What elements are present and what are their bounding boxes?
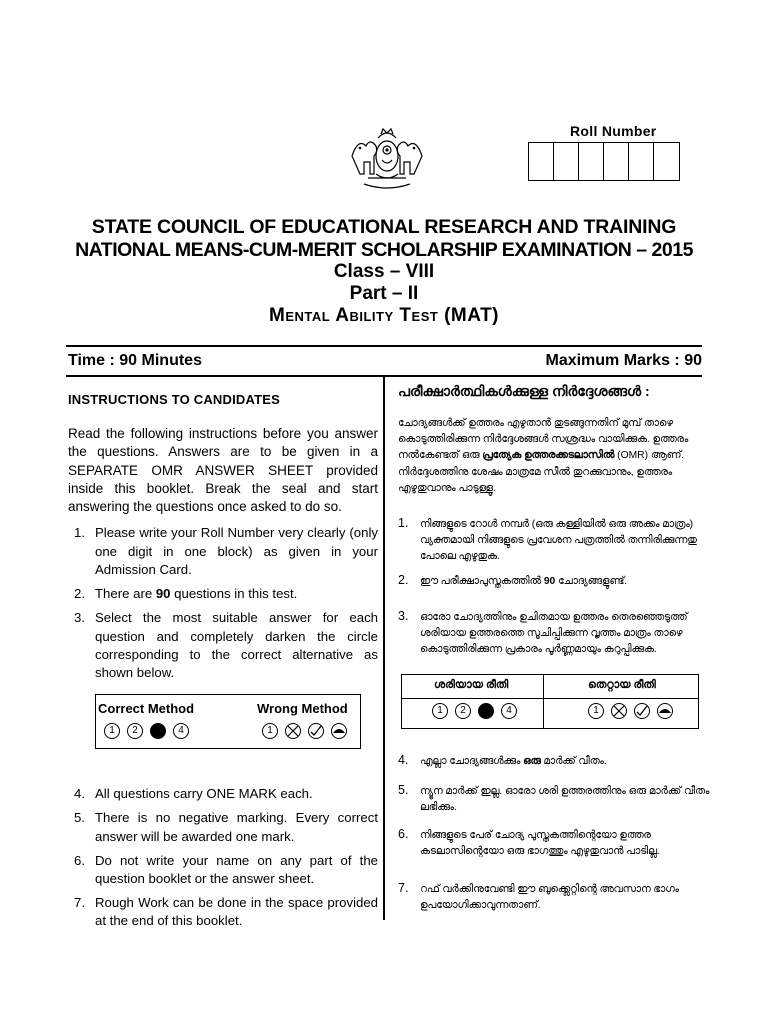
instruction-item: 1. Please write your Roll Number very clearly (only one digit in one block) as given in your Admission Card. (74, 525, 378, 577)
malayalam-instructions (398, 383, 710, 497)
option-bubble: 4 (173, 723, 189, 739)
crossed-bubble (285, 723, 301, 739)
instructions-intro: Read the following instructions before you answer the questions. Answers are to be given in a SEPARATE OMR ANSWER SHEET provided inside this booklet. Break the seal and start answering the questions once asked to do so. (68, 426, 378, 515)
instruction-item: 5. There is no negative marking. Every correct answer will be awarded one mark. (74, 810, 378, 844)
option-bubble: 2 (127, 723, 143, 739)
roll-number-digit-box[interactable] (654, 143, 679, 180)
option-bubble: 4 (501, 703, 517, 719)
malayalam-instructions-heading: പരീക്ഷാർത്ഥികൾക്കുള്ള നിർദ്ദേശങ്ങൾ : (398, 383, 650, 399)
malayalam-instruction-item: 5. ന്യൂന മാർക്ക് ഇല്ല. ഓരോ ശരി ഉത്തരത്തിനും ഒരു മാർക്ക് വീതം ലഭിക്കും. (398, 783, 710, 813)
malayalam-instruction-item: 6. നിങ്ങളുടെ പേര് ചോദ്യ പുസ്തകത്തിന്റെയോ ഉത്തര കടലാസിന്റെയോ ഒരു ഭാഗത്തും എഴുതുവാൻ പാടില്ല. (398, 827, 660, 857)
malayalam-instruction-item: 4. എല്ലാ ചോദ്യങ്ങൾക്കും ഒരു മാർക്ക് വീതം. (398, 753, 607, 767)
state-emblem-icon (346, 126, 428, 192)
filled-bubble (478, 703, 494, 719)
malayalam-instruction-item: 1. നിങ്ങളുടെ റോൾ നമ്പർ (ഒരു കള്ളിയിൽ ഒരു അക്കം മാത്രം) വ്യക്തമായി നിങ്ങളുടെ പ്രവേശന പത്രത്തിൽ തന്നിരിക്കുന്നതു പോലെ എഴുതുക. (398, 516, 697, 562)
wrong-method-label-ml: തെറ്റായ രീതി (588, 679, 656, 691)
malayalam-instruction-item: 2. ഈ പരീക്ഷാപുസ്തകത്തിൽ 90 ചോദ്യങ്ങളുണ്ട്. (398, 573, 628, 587)
ticked-bubble (634, 703, 650, 719)
roll-number-digit-box[interactable] (554, 143, 579, 180)
answer-method-example (95, 694, 361, 749)
roll-number-digit-box[interactable] (604, 143, 629, 180)
half-filled-bubble (331, 723, 347, 739)
malayalam-instruction-item: 3. ഓരോ ചോദ്യത്തിനും ഉചിതമായ ഉത്തരം തെരഞ്ഞെടുത്ത് ശരിയായ ഉത്തരത്തെ സൂചിപ്പിക്കുന്ന വൃത്തം മാത്രം താഴെ കൊടുത്തിരിക്കുന്ന പ്രകാരം പൂർണ്ണമായും കറുപ്പിക്കുക. (398, 609, 688, 655)
column-divider (383, 375, 385, 920)
instructions-heading: INSTRUCTIONS TO CANDIDATES (68, 392, 281, 407)
option-bubble: 1 (588, 703, 604, 719)
maximum-marks: Maximum Marks : 90 (545, 352, 702, 369)
wrong-method-label: Wrong Method (257, 701, 348, 716)
class-title: Class – VIII (333, 261, 435, 282)
option-bubble: 2 (455, 703, 471, 719)
correct-method-label-ml: ശരിയായ രീതി (434, 679, 509, 691)
roll-number-digit-box[interactable] (629, 143, 654, 180)
crossed-bubble (611, 703, 627, 719)
instruction-item: 4. All questions carry ONE MARK each. (74, 786, 313, 802)
correct-method-bubbles (104, 723, 189, 739)
option-bubble: 1 (262, 723, 278, 739)
option-bubble: 1 (104, 723, 120, 739)
roll-number-label: Roll Number (570, 123, 657, 139)
half-filled-bubble (657, 703, 673, 719)
top-divider (66, 345, 702, 347)
malayalam-answer-method-example (401, 674, 699, 729)
roll-number-digit-box[interactable] (579, 143, 604, 180)
correct-method-label: Correct Method (98, 701, 195, 716)
wrong-method-bubbles-ml (588, 703, 673, 719)
test-title: Mental Ability Test (MAT) (269, 305, 499, 326)
roll-number-digit-box[interactable] (529, 143, 554, 180)
filled-bubble (150, 723, 166, 739)
time-allowed: Time : 90 Minutes (68, 352, 202, 369)
instruction-item: 7. Rough Work can be done in the space provided at the end of this booklet. (74, 895, 378, 929)
correct-method-bubbles-ml (432, 703, 517, 719)
instruction-item: 2. There are 90 questions in this test. (74, 586, 298, 602)
option-bubble: 1 (432, 703, 448, 719)
ticked-bubble (308, 723, 324, 739)
instruction-item: 6. Do not write your name on any part of the question booklet or the answer sheet. (74, 852, 378, 886)
malayalam-instruction-item: 7. റഫ് വർക്കിനുവേണ്ടി ഈ ബുക്ക്ലെറ്റിന്റെ അവസാന ഭാഗം ഉപയോഗിക്കാവുന്നതാണ്. (398, 881, 679, 911)
council-title: STATE COUNCIL OF EDUCATIONAL RESEARCH AND TRAINING (91, 216, 677, 238)
malayalam-instructions-intro: ചോദ്യങ്ങൾക്ക് ഉത്തരം എഴുതാൻ തുടങ്ങുന്നതിന് മുമ്പ് താഴെ കൊടുത്തിരിക്കുന്ന നിർദ്ദേശങ്ങൾ സശ്രദ്ധം വായിക്കുക. ഉത്തരം നൽകേണ്ടത് ഒരു പ്രത്യേക ഉത്തരക്കടലാസിൽ (OMR) ആണ്. നിർദ്ദേശത്തിനു ശേഷം മാത്രമേ സീൽ തുറക്കുവാനും, ഉത്തരം എഴുതുവാനും പാടുള്ളൂ. (398, 418, 689, 494)
part-title: Part – II (349, 283, 419, 304)
exam-title: NATIONAL MEANS-CUM-MERIT SCHOLARSHIP EXAMINATION – 2015 (75, 239, 693, 261)
instruction-item: 3. Select the most suitable answer for each question and completely darken the circle corresponding to the correct alternative as shown below. (74, 610, 378, 680)
english-instructions (68, 392, 378, 937)
roll-number-boxes (528, 142, 680, 181)
wrong-method-bubbles (262, 723, 347, 739)
